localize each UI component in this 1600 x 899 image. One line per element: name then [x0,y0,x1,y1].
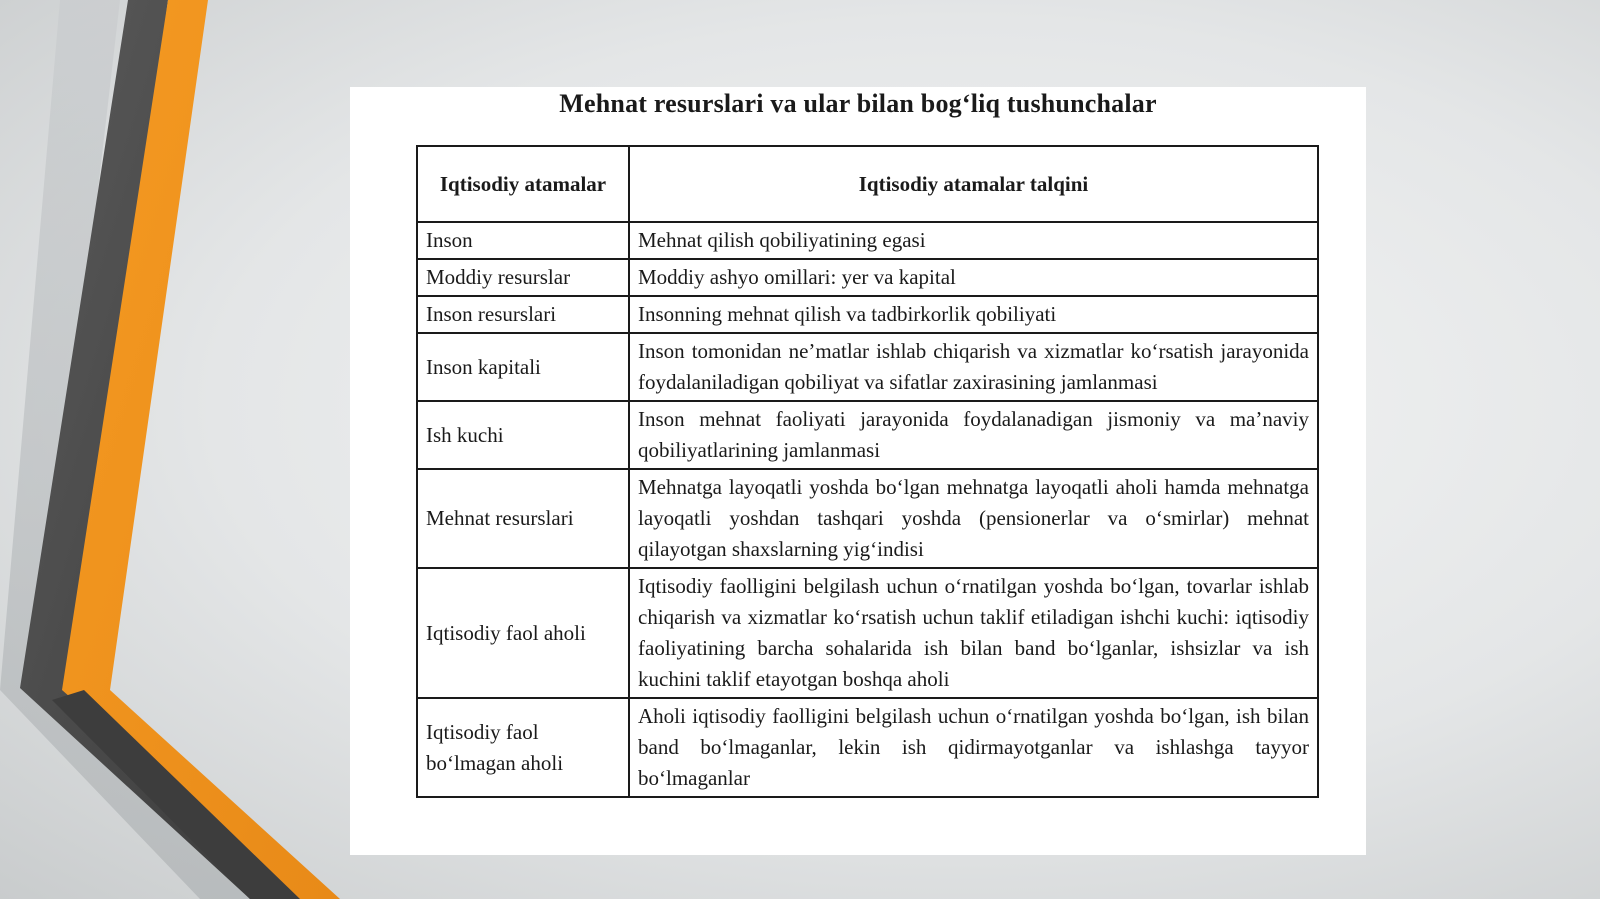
definition-cell: Inson tomonidan ne’matlar ishlab chiqarish va xizmatlar ko‘rsatish jarayonida foydalaniladigan qobiliyat va sifatlar zaxirasining jamlanmasi [629,333,1318,401]
definition-cell: Insonning mehnat qilish va tadbirkorlik qobiliyati [629,296,1318,333]
definition-cell: Mehnatga layoqatli yoshda bo‘lgan mehnatga layoqatli aholi hamda mehnatga layoqatli yoshdan tashqari yoshda (pensionerlar va o‘smirlar) mehnat qilayotgan shaxslarning yig‘indisi [629,469,1318,568]
table-row [417,333,1318,401]
term-cell: Ish kuchi [417,401,629,469]
definition-cell: Moddiy ashyo omillari: yer va kapital [629,259,1318,296]
term-cell: Mehnat resurslari [417,469,629,568]
table-row [417,698,1318,797]
table-row [417,259,1318,296]
header-definitions: Iqtisodiy atamalar talqini [629,146,1318,222]
definition-cell: Aholi iqtisodiy faolligini belgilash uchun o‘rnatilgan yoshda bo‘lgan, ish bilan band bo‘lmaganlar, lekin ish qidirmayotganlar va ishlashga tayyor bo‘lmaganlar [629,698,1318,797]
table-row [417,469,1318,568]
term-cell: Inson kapitali [417,333,629,401]
table-header-row [417,146,1318,222]
term-cell: Iqtisodiy faol aholi [417,568,629,698]
term-cell: Inson [417,222,629,259]
definition-cell: Mehnat qilish qobiliyatining egasi [629,222,1318,259]
table-row [417,296,1318,333]
table-row [417,222,1318,259]
term-cell: Moddiy resurslar [417,259,629,296]
terms-table [416,145,1319,798]
definition-cell: Inson mehnat faoliyati jarayonida foydalanadigan jismoniy va ma’naviy qobiliyatlarining jamlanmasi [629,401,1318,469]
table-row [417,568,1318,698]
header-terms: Iqtisodiy atamalar [417,146,629,222]
definition-cell: Iqtisodiy faolligini belgilash uchun o‘rnatilgan yoshda bo‘lgan, tovarlar ishlab chiqarish va xizmatlar ko‘rsatish uchun taklif etiladigan ishchi kuchi: iqtisodiy faoliyatining barcha sohalarida ish bilan band bo‘lganlar, ishsizlar va ish kuchini taklif etayotgan boshqa aholi [629,568,1318,698]
table-row [417,401,1318,469]
term-cell: Inson resurslari [417,296,629,333]
document-title: Mehnat resurslari va ular bilan bog‘liq tushunchalar [559,89,1157,118]
document-card [350,87,1366,855]
term-cell: Iqtisodiy faol bo‘lmagan aholi [417,698,629,797]
